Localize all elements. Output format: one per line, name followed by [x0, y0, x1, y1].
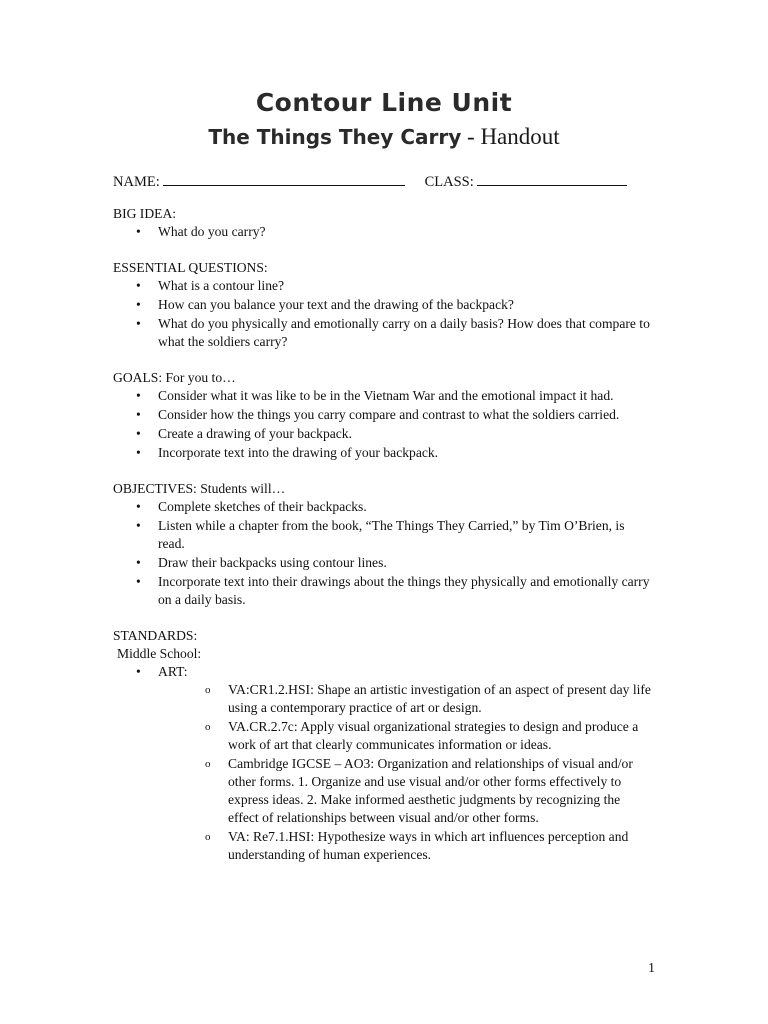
- list-item: • How can you balance your text and the drawing of the backpack?: [136, 297, 514, 312]
- standard-item: o VA:CR1.2.HSI: Shape an artistic investigation of an aspect of present day life using a contemporary practice of art or design.: [205, 682, 651, 715]
- list-item: • Consider what it was like to be in the Vietnam War and the emotional impact it had.: [136, 388, 614, 403]
- subtitle-tail: - Handout: [461, 124, 560, 149]
- standard-item: o VA.CR.2.7c: Apply visual organizational strategies to design and produce a work of art that clearly communicates information or ideas.: [205, 719, 639, 752]
- subtitle-main: The Things They Carry: [208, 125, 462, 149]
- bullet-icon: •: [136, 224, 141, 239]
- bullet-icon: •: [136, 499, 141, 514]
- section-heading: STANDARDS:: [113, 628, 198, 643]
- list-item: • Draw their backpacks using contour lines.: [136, 555, 387, 570]
- big-idea-section: [113, 205, 653, 241]
- bullet-icon: •: [136, 407, 141, 422]
- list-item: [136, 663, 653, 864]
- school-level-label: Middle School:: [117, 646, 202, 661]
- section-heading: GOALS: For you to…: [113, 370, 236, 385]
- list-item: • Complete sketches of their backpacks.: [136, 499, 367, 514]
- objectives-section: [113, 480, 653, 609]
- circle-bullet-icon: o: [205, 721, 211, 733]
- document-title: Contour Line Unit: [255, 88, 513, 117]
- bullet-icon: •: [136, 278, 141, 293]
- bullet-icon: •: [136, 555, 141, 570]
- standard-item: o Cambridge IGCSE – AO3: Organization and relationships of visual and/or other forms. 1. Organize and use visual and/or other forms effectively to express ideas. 2. Make informed aesthetic judgments by recognizing the effect of relationships between visual and/or other forms.: [205, 756, 633, 825]
- handout-content: [113, 205, 653, 882]
- class-blank-line[interactable]: [477, 170, 627, 186]
- bullet-icon: •: [136, 574, 141, 589]
- bullet-icon: •: [136, 316, 141, 331]
- list-item: • Incorporate text into the drawing of your backpack.: [136, 445, 439, 460]
- bullet-icon: •: [136, 445, 141, 460]
- list-item: • What do you physically and emotionally carry on a daily basis? How does that compare to what the soldiers carry?: [136, 316, 650, 349]
- section-heading: BIG IDEA:: [113, 206, 177, 221]
- bullet-icon: •: [136, 518, 141, 533]
- section-heading: ESSENTIAL QUESTIONS:: [113, 260, 268, 275]
- goals-section: [113, 369, 653, 462]
- bullet-icon: •: [136, 664, 141, 679]
- subject-label: ART:: [158, 664, 188, 679]
- circle-bullet-icon: o: [205, 684, 211, 696]
- list-item: • Create a drawing of your backpack.: [136, 426, 353, 441]
- list-item: • Incorporate text into their drawings about the things they physically and emotionally carry on a daily basis.: [136, 574, 650, 607]
- list-item: • What is a contour line?: [136, 278, 285, 293]
- circle-bullet-icon: o: [205, 758, 211, 770]
- list-item: • What do you carry?: [136, 224, 266, 239]
- standard-item: o VA: Re7.1.HSI: Hypothesize ways in which art influences perception and understanding of human experiences.: [205, 829, 629, 862]
- list-item: • Consider how the things you carry compare and contrast to what the soldiers carried.: [136, 407, 620, 422]
- bullet-icon: •: [136, 388, 141, 403]
- class-label: CLASS:: [424, 174, 474, 190]
- name-blank-line[interactable]: [163, 170, 405, 186]
- essential-questions-section: [113, 259, 653, 351]
- document-subtitle: [0, 124, 768, 150]
- list-item: • Listen while a chapter from the book, “The Things They Carried,” by Tim O’Brien, is read.: [136, 518, 625, 551]
- standards-section: [113, 627, 653, 864]
- bullet-icon: •: [136, 297, 141, 312]
- bullet-icon: •: [136, 426, 141, 441]
- page-number: 1: [648, 961, 655, 976]
- name-label: NAME:: [113, 174, 160, 190]
- circle-bullet-icon: o: [205, 831, 211, 843]
- section-heading: OBJECTIVES: Students will…: [113, 481, 286, 496]
- student-fields: [113, 170, 627, 191]
